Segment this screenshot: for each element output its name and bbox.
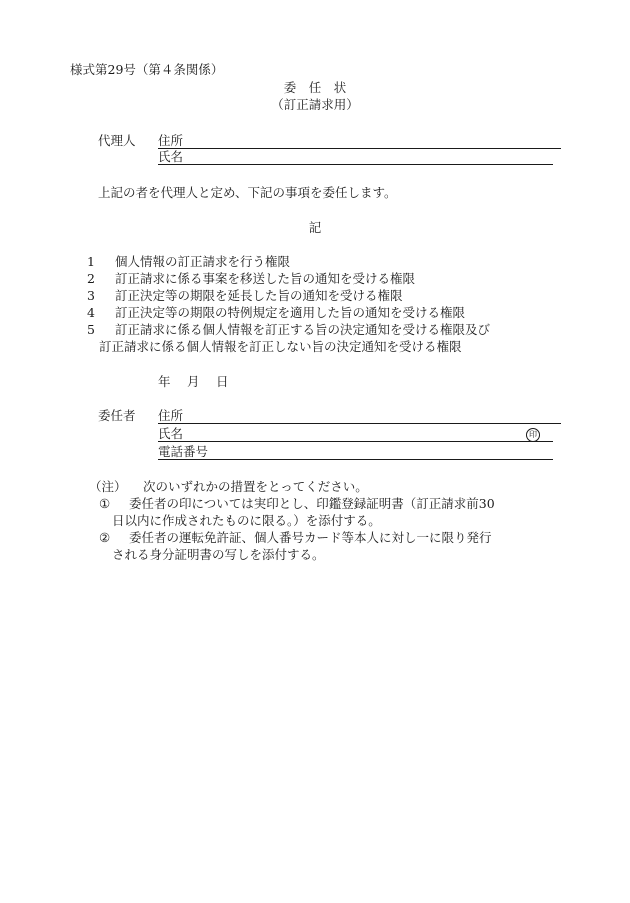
item-text: 訂正請求に係る個人情報を訂正する旨の決定通知を受ける権限及び: [115, 322, 491, 337]
item-number: 1: [87, 254, 95, 269]
agent-address-field[interactable]: [158, 148, 561, 149]
agent-address-label: 住所: [158, 133, 184, 148]
delegation-statement: 上記の者を代理人と定め、下記の事項を委任します。: [98, 185, 397, 200]
notes-label: （注）: [89, 479, 127, 494]
item-text: 訂正決定等の期限の特例規定を適用した旨の通知を受ける権限: [115, 305, 466, 320]
note-marker: ①: [99, 496, 111, 511]
note-text: 委任者の印については実印とし、印鑑登録証明書（訂正請求前30: [129, 496, 495, 511]
date-line[interactable]: 年 月 日: [158, 374, 229, 389]
principal-address-label: 住所: [158, 408, 184, 423]
note-text-continuation: 日以内に作成されたものに限る。）を添付する。: [112, 513, 381, 528]
item-text-continuation: 訂正請求に係る個人情報を訂正しない旨の決定通知を受ける権限: [99, 339, 462, 354]
seal-mark-icon: 印: [526, 428, 540, 442]
note-text-continuation: される身分証明書の写しを添付する。: [112, 547, 325, 562]
item-number: 5: [87, 322, 95, 337]
agent-name-field[interactable]: [158, 164, 553, 165]
notes-intro: 次のいずれかの措置をとってください。: [143, 479, 368, 494]
principal-address-field[interactable]: [158, 423, 561, 424]
item-text: 個人情報の訂正請求を行う権限: [115, 254, 291, 269]
item-text: 訂正請求に係る事案を移送した旨の通知を受ける権限: [115, 271, 416, 286]
principal-phone-label: 電話番号: [158, 444, 209, 459]
ki-heading: 記: [308, 220, 322, 235]
note-text: 委任者の運転免許証、個人番号カード等本人に対し一に限り発行: [129, 530, 492, 545]
principal-label: 委任者: [98, 408, 136, 423]
note-marker: ②: [99, 530, 111, 545]
document-subtitle: （訂正請求用）: [271, 97, 359, 112]
item-number: 2: [87, 271, 95, 286]
item-number: 4: [87, 305, 95, 320]
principal-phone-field[interactable]: [158, 459, 553, 460]
document-title: 委 任 状: [283, 80, 347, 95]
form-number: 様式第29号（第４条関係）: [70, 62, 224, 77]
item-text: 訂正決定等の期限を延長した旨の通知を受ける権限: [115, 288, 403, 303]
principal-name-field[interactable]: [158, 441, 553, 442]
principal-name-label: 氏名: [158, 426, 184, 441]
agent-name-label: 氏名: [158, 149, 184, 164]
item-number: 3: [87, 288, 95, 303]
agent-label: 代理人: [98, 133, 136, 148]
